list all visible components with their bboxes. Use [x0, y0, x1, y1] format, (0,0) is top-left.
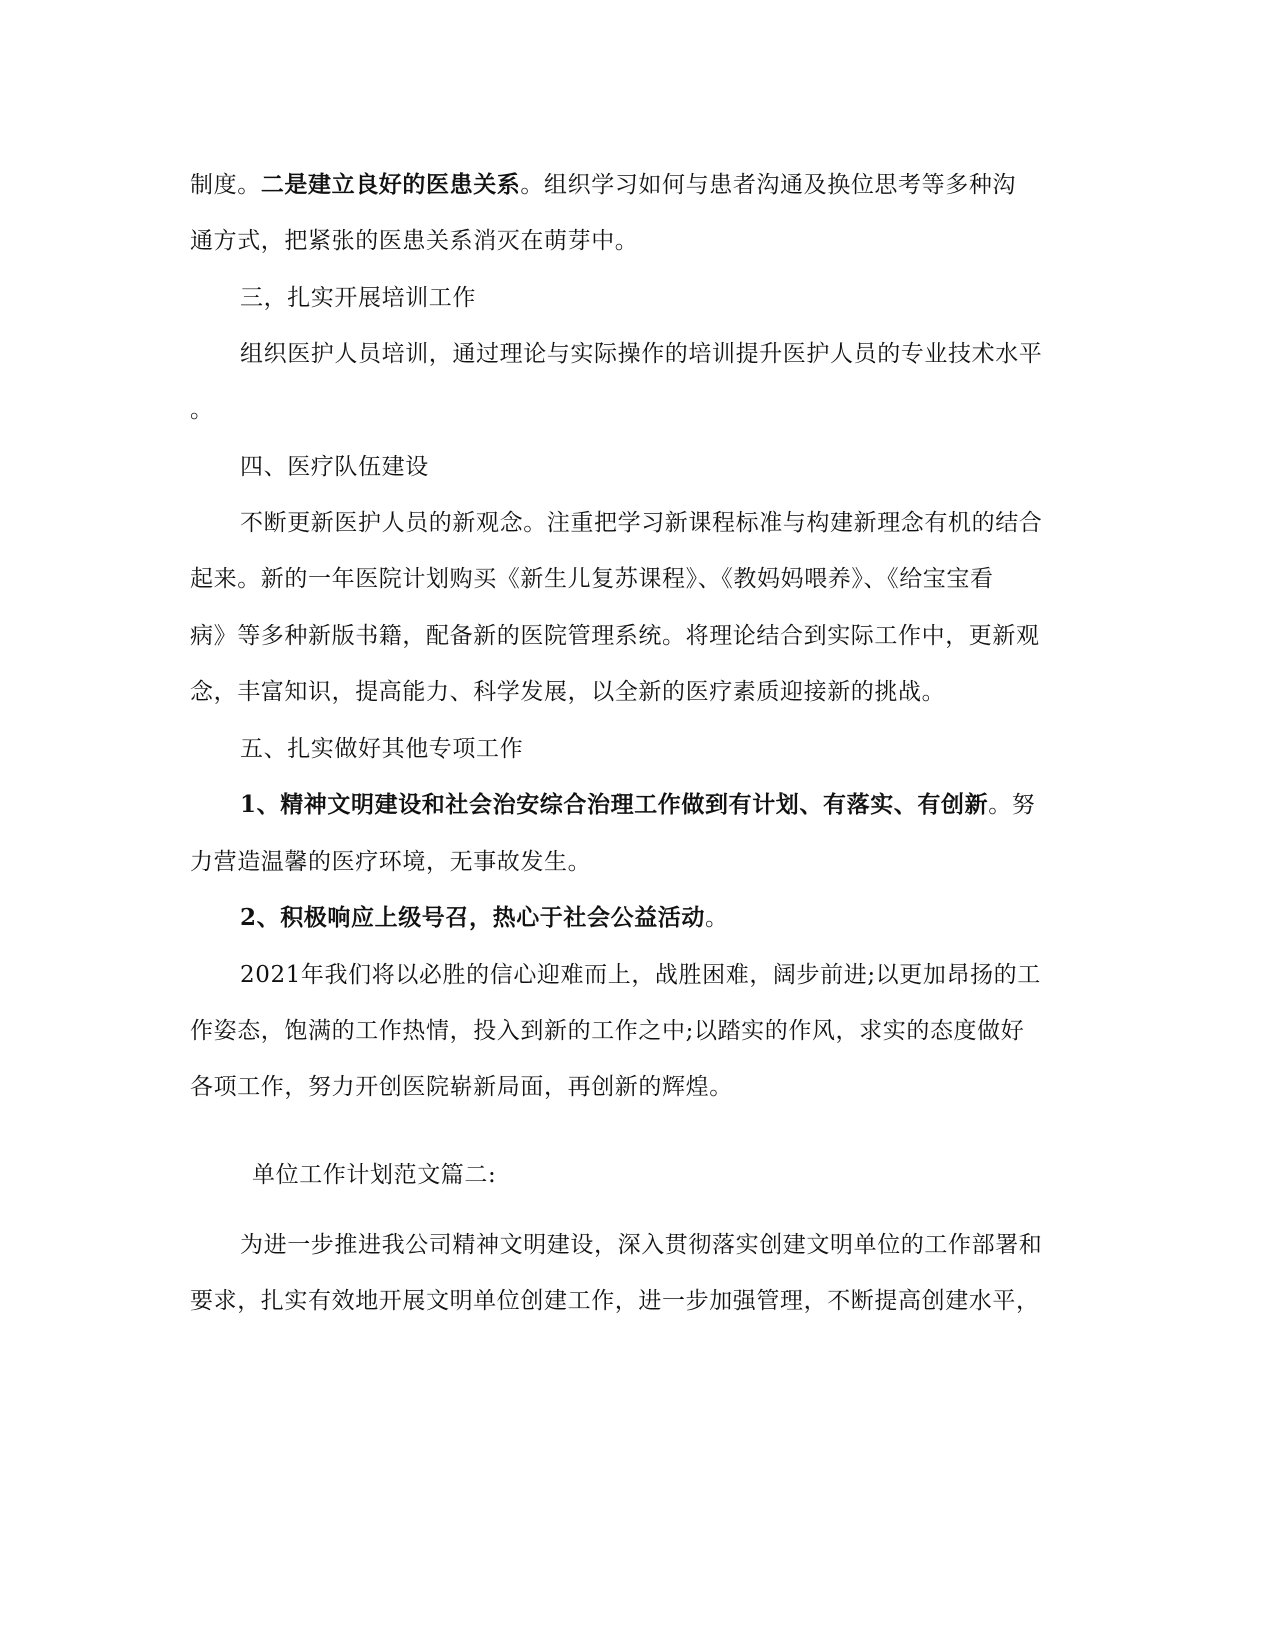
text-run: 。组织学习如何与患者沟通及换位思考等多种沟	[520, 172, 1017, 198]
bold-text-run: 二是建立良好的医患关系	[260, 171, 521, 198]
paragraph-line: 不断更新医护人员的新观念。注重把学习新课程标准与构建新理念有机的结合	[240, 510, 1043, 536]
paragraph-line	[190, 170, 1090, 200]
paragraph-line: 为进一步推进我公司精神文明建设，深入贯彻落实创建文明单位的工作部署和	[240, 1232, 1043, 1258]
paragraph-line	[240, 903, 1140, 933]
bold-text-run: 2、积极响应上级号召，热心于社会公益活动	[240, 904, 706, 931]
paragraph-line: 各项工作，努力开创医院崭新局面，再创新的辉煌。	[190, 1074, 733, 1100]
section-heading: 五、扎实做好其他专项工作	[240, 736, 524, 762]
paragraph-line: 力营造温馨的医疗环境，无事故发生。	[190, 849, 592, 875]
paragraph-line: 作姿态，饱满的工作热情，投入到新的工作之中;以踏实的作风，求实的态度做好	[190, 1018, 1025, 1044]
paragraph-line	[240, 790, 1140, 820]
paragraph-line: 起来。新的一年医院计划购买《新生儿复苏课程》、《教妈妈喂养》、《给宝宝看	[190, 566, 994, 592]
text-run: 制度。	[190, 172, 261, 198]
paragraph-line: 病》等多种新版书籍，配备新的医院管理系统。将理论结合到实际工作中，更新观	[190, 623, 1040, 649]
paragraph-line: 通方式，把紧张的医患关系消灭在萌芽中。	[190, 228, 639, 254]
text-run: 。努	[988, 792, 1036, 818]
section-heading: 三，扎实开展培训工作	[240, 285, 476, 311]
section-heading: 四、医疗队伍建设	[240, 454, 429, 480]
paragraph-line: 2021年我们将以必胜的信心迎难而上，战胜困难，阔步前进;以更加昂扬的工	[240, 962, 1041, 988]
bold-text-run: 1、精神文明建设和社会治安综合治理工作做到有计划、有落实、有创新	[240, 791, 989, 818]
paragraph-line: 念，丰富知识，提高能力、科学发展，以全新的医疗素质迎接新的挑战。	[190, 679, 946, 705]
paragraph-line: 。	[190, 397, 214, 423]
paragraph-line: 组织医护人员培训，通过理论与实际操作的培训提升医护人员的专业技术水平	[240, 341, 1043, 367]
section-title: 单位工作计划范文篇二:	[252, 1162, 497, 1188]
text-run: 。	[705, 905, 729, 931]
paragraph-line: 要求，扎实有效地开展文明单位创建工作，进一步加强管理，不断提高创建水平，	[190, 1288, 1040, 1314]
